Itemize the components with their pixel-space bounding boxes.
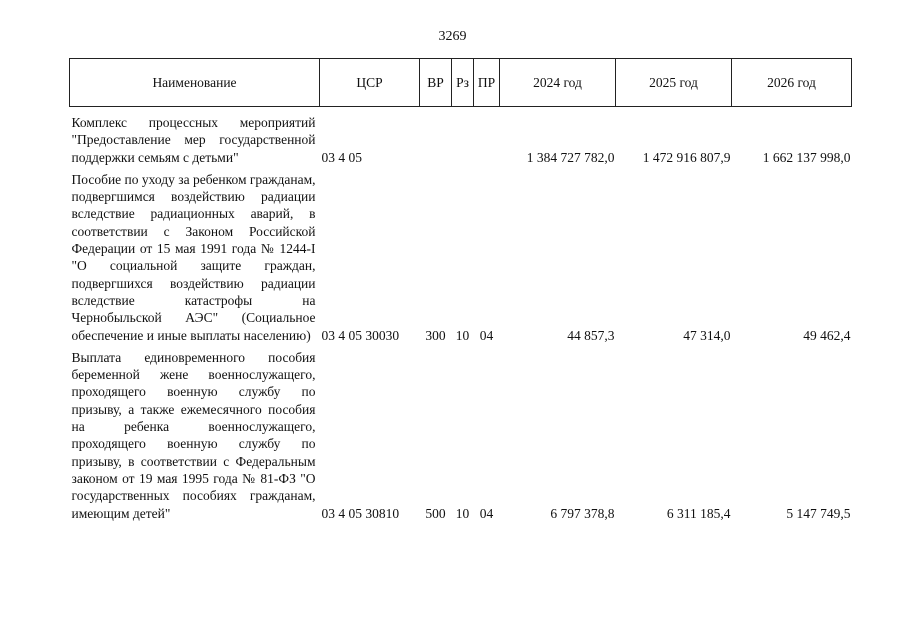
header-2024: 2024 год [500, 59, 616, 107]
table-header-row [70, 59, 852, 107]
row-amount-2026: 5 147 749,5 [786, 505, 851, 521]
row-amount-2025: 6 311 185,4 [666, 505, 731, 521]
budget-table [69, 58, 852, 522]
row-csr: 03 4 05 30030 [321, 327, 400, 343]
table-row [70, 107, 852, 166]
row-amount-2026: 1 662 137 998,0 [762, 149, 851, 165]
header-vr: ВР [420, 59, 452, 107]
row-amount-2025: 1 472 916 807,9 [642, 149, 731, 165]
header-pr: ПР [474, 59, 500, 107]
table-row [70, 344, 852, 522]
row-pr: 04 [479, 327, 494, 343]
row-name: Выплата единовременного пособия беременной жене военнослужащего, проходящего военную службу по призыву, а также ежемесячного пособия на ребенка военнослужащего, проходящего военную службу по призыву, в соответствии с Федеральным законом от 19 мая 1995 года № 81-ФЗ "О государственных пособиях гражданам, имеющим детей" [71, 349, 316, 521]
row-vr [420, 107, 452, 166]
row-pr [474, 107, 500, 166]
header-name: Наименование [70, 59, 320, 107]
header-2025: 2025 год [616, 59, 732, 107]
row-vr: 500 [425, 505, 446, 521]
row-rz [452, 107, 474, 166]
row-amount-2026: 49 462,4 [803, 327, 851, 343]
header-rz: Рз [452, 59, 474, 107]
row-pr: 04 [479, 505, 494, 521]
row-amount-2024: 44 857,3 [567, 327, 615, 343]
header-2026: 2026 год [732, 59, 852, 107]
row-rz: 10 [455, 327, 470, 343]
row-csr: 03 4 05 30810 [321, 505, 400, 521]
header-csr: ЦСР [320, 59, 420, 107]
row-csr: 03 4 05 [321, 149, 362, 165]
row-amount-2024: 1 384 727 782,0 [526, 149, 615, 165]
row-rz: 10 [455, 505, 470, 521]
row-amount-2025: 47 314,0 [683, 327, 731, 343]
page-number: 3269 [438, 29, 467, 44]
row-name: Комплекс процессных мероприятий "Предоставление мер государственной поддержки семьям с детьми" [71, 115, 316, 165]
table-row [70, 166, 852, 344]
row-name: Пособие по уходу за ребенком гражданам, подвергшимся воздействию радиации вследствие радиационных аварий, в соответствии с Законом Российской Федерации от 15 мая 1991 года № 1244-I "О социальной защите граждан, подвергшихся воздействию радиации вследствие катастрофы на Чернобыльской АЭС" (Социальное обеспечение и иные выплаты населению) [71, 171, 316, 343]
row-amount-2024: 6 797 378,8 [550, 505, 615, 521]
row-vr: 300 [425, 327, 446, 343]
